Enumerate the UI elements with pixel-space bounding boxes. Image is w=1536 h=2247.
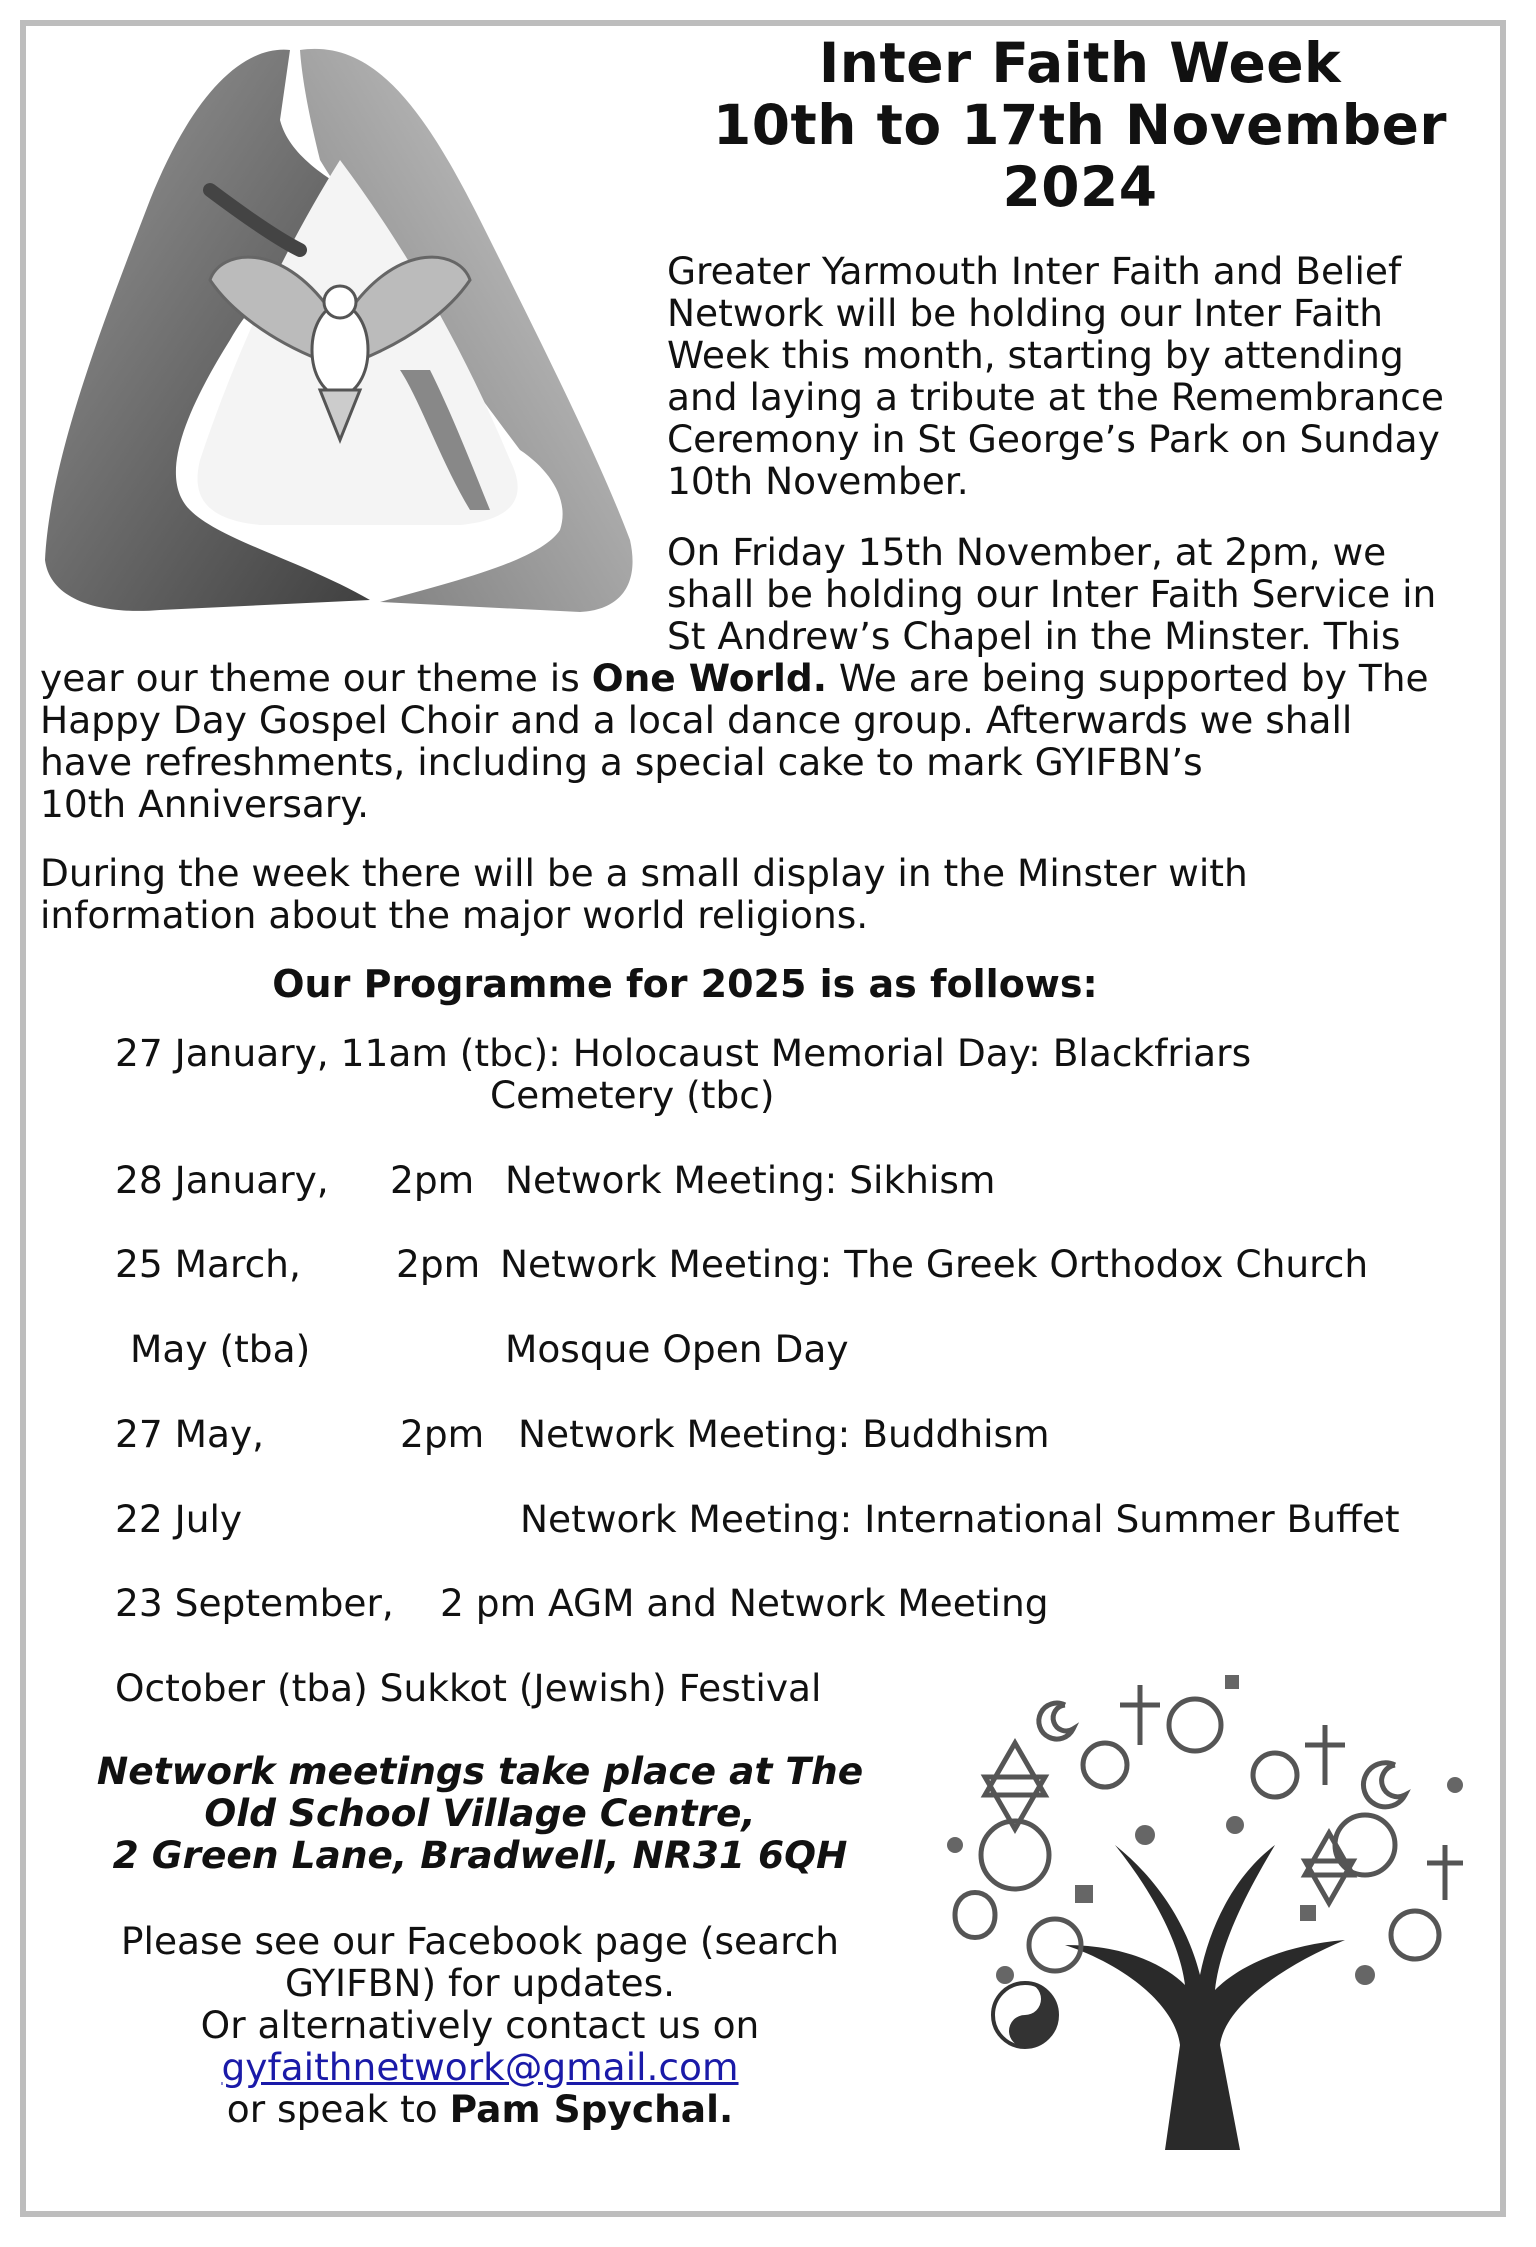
contact-line: GYIFBN) for updates.	[284, 1961, 676, 2005]
programme-date: 23 September,	[115, 1581, 394, 1625]
programme-date: 22 July	[115, 1497, 243, 1541]
programme-event-continued: Cemetery (tbc)	[490, 1073, 775, 1117]
tree-of-faith-symbols-icon	[895, 1645, 1495, 2150]
service-paragraph-rest	[40, 657, 1505, 825]
venue-line: Network meetings take place at The	[96, 1749, 864, 1793]
title-line-2: 10th to 17th November	[712, 93, 1448, 157]
programme-time: 2pm	[396, 1242, 481, 1286]
intro-paragraph	[667, 250, 1512, 502]
programme-date: 25 March,	[115, 1242, 301, 1286]
email-link[interactable]: gyfaithnetwork@gmail.com	[221, 2045, 739, 2089]
contact-line: Or alternatively contact us on	[200, 2003, 760, 2047]
page-title	[690, 32, 1470, 218]
programme-date: 27 January, 11am (tbc):	[115, 1031, 561, 1075]
theme-name: One World.	[591, 656, 827, 700]
service-line: shall be holding our Inter Faith Service in	[667, 572, 1437, 616]
programme-date: October (tba) Sukkot (Jewish) Festival	[115, 1666, 822, 1710]
service-line-text: We are being supported by The	[826, 656, 1429, 700]
intro-line: Ceremony in St George’s Park on Sunday	[667, 417, 1440, 461]
title-line-1: Inter Faith Week	[818, 31, 1342, 95]
programme-time: 2pm	[390, 1158, 475, 1202]
display-line: During the week there will be a small display in the Minster with	[40, 851, 1248, 895]
contact-line	[40, 2088, 920, 2130]
programme-event: Network Meeting: International Summer Buffet	[520, 1497, 1400, 1541]
service-line: have refreshments, including a special cake to mark GYIFBN’s	[40, 740, 1203, 784]
contact-info	[40, 1920, 920, 2130]
contact-name: Pam Spychal.	[449, 2087, 734, 2131]
intro-line: Greater Yarmouth Inter Faith and Belief	[667, 249, 1402, 293]
programme-time: 2pm	[400, 1412, 485, 1456]
hands-dove-triangle-logo	[40, 40, 645, 615]
intro-line: Week this month, starting by attending	[667, 333, 1404, 377]
service-line: On Friday 15th November, at 2pm, we	[667, 530, 1387, 574]
service-line: Happy Day Gospel Choir and a local dance group. Afterwards we shall	[40, 698, 1353, 742]
intro-line: 10th November.	[667, 459, 969, 503]
venue-info	[40, 1750, 920, 1876]
service-line	[40, 657, 1505, 699]
programme-date: 27 May,	[115, 1412, 265, 1456]
programme-date: May (tba)	[130, 1327, 311, 1371]
service-line-text: year our theme our theme is	[40, 656, 592, 700]
venue-line: 2 Green Lane, Bradwell, NR31 6QH	[112, 1833, 848, 1877]
venue-line: Old School Village Centre,	[204, 1791, 756, 1835]
programme-item	[115, 1032, 1251, 1074]
programme-heading: Our Programme for 2025 is as follows:	[272, 962, 1098, 1006]
service-line: St Andrew’s Chapel in the Minster. This	[667, 614, 1401, 658]
intro-line: and laying a tribute at the Remembrance	[667, 375, 1444, 419]
service-line: 10th Anniversary.	[40, 782, 370, 826]
programme-event: Network Meeting: Buddhism	[518, 1412, 1050, 1456]
programme-date: 28 January,	[115, 1158, 329, 1202]
programme-event: Network Meeting: The Greek Orthodox Church	[500, 1242, 1369, 1286]
contact-line: Please see our Facebook page (search	[120, 1919, 840, 1963]
programme-event: Network Meeting: Sikhism	[505, 1158, 996, 1202]
display-line: information about the major world religions.	[40, 893, 869, 937]
programme-event: Mosque Open Day	[505, 1327, 849, 1371]
display-paragraph	[40, 852, 1505, 936]
programme-event: Holocaust Memorial Day: Blackfriars	[572, 1031, 1252, 1075]
programme-event: 2 pm AGM and Network Meeting	[440, 1581, 1049, 1625]
intro-line: Network will be holding our Inter Faith	[667, 291, 1383, 335]
service-paragraph-top	[667, 531, 1512, 657]
contact-line-text: or speak to	[226, 2087, 450, 2131]
title-line-3: 2024	[1002, 155, 1158, 219]
